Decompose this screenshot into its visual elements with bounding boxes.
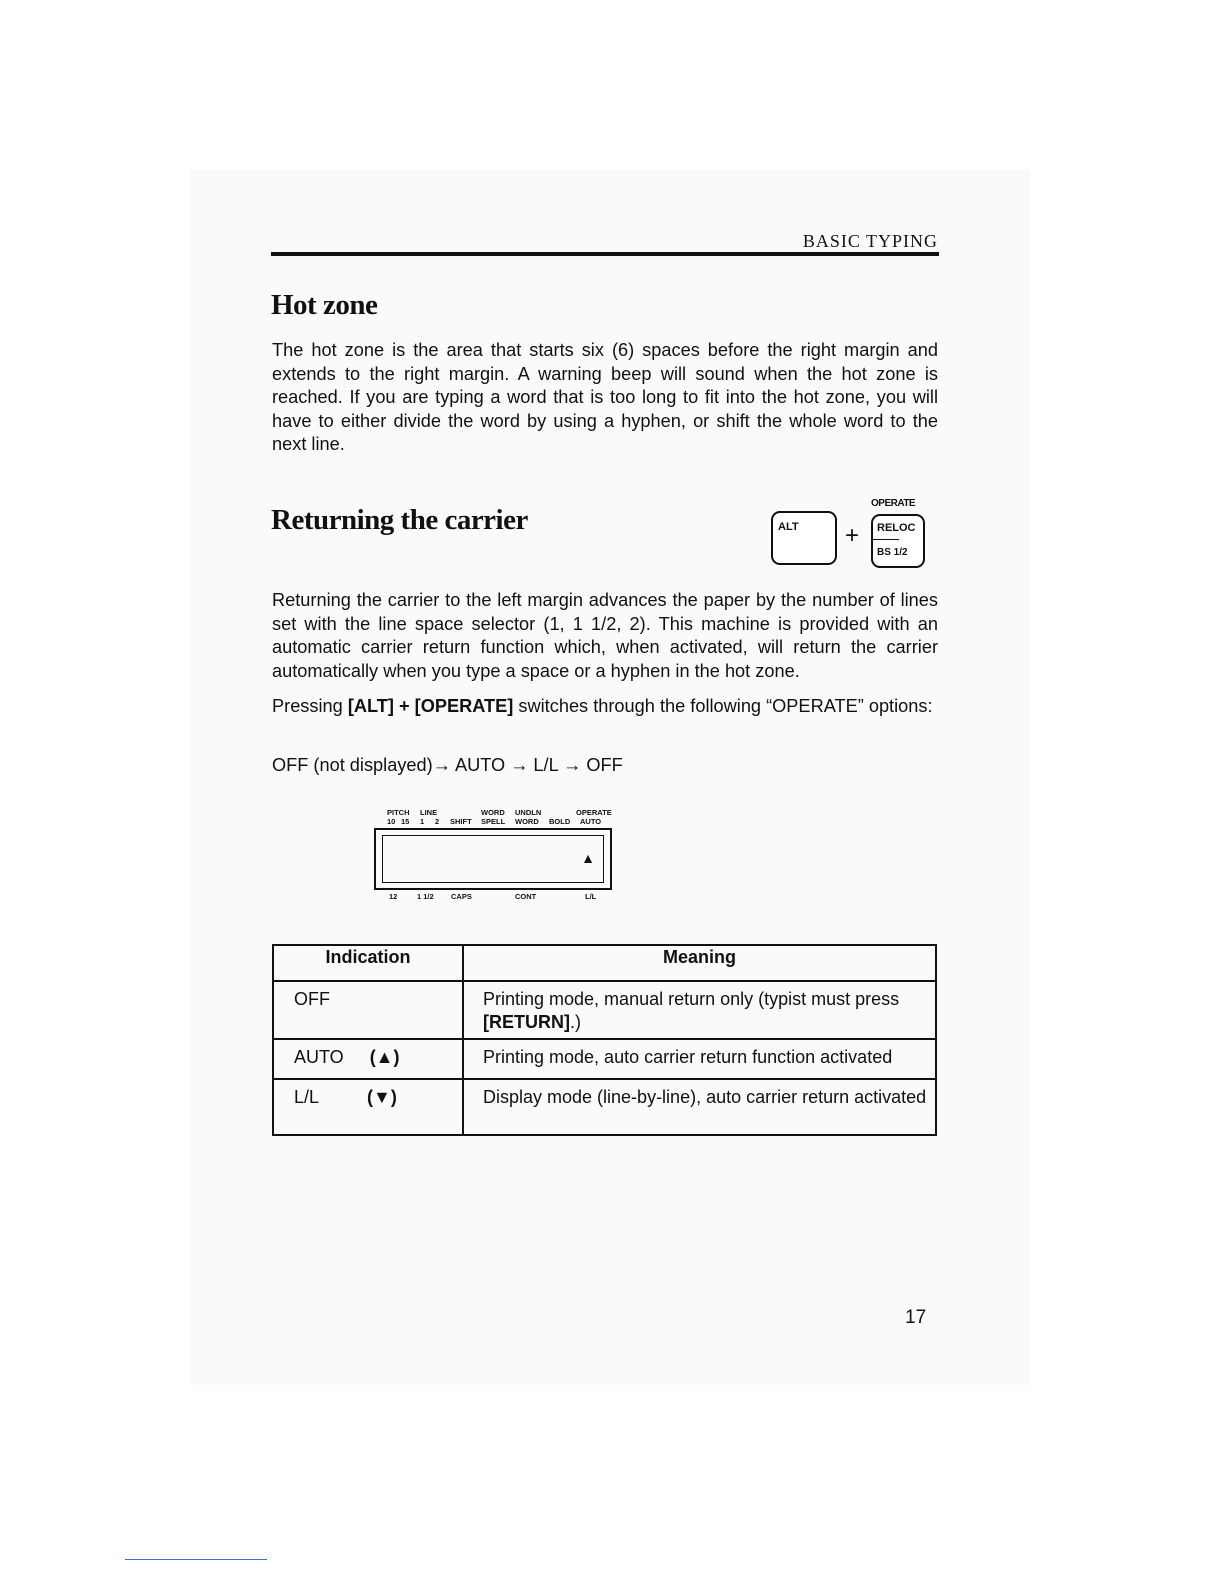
lcd-label-15: 15 xyxy=(401,817,410,826)
reloc-key-label: RELOC xyxy=(877,522,916,534)
lcd-label-10: 10 xyxy=(387,817,396,826)
triangle-up-icon: (▲) xyxy=(369,1047,400,1067)
meaning-header: Meaning xyxy=(463,945,936,981)
alt-key-icon xyxy=(771,511,837,565)
operate-key-caption: OPERATE xyxy=(871,498,916,509)
indication-header: Indication xyxy=(273,945,463,981)
lcd-label-shift: SHIFT xyxy=(450,817,472,826)
table-row xyxy=(273,1079,936,1135)
indication-text: AUTO xyxy=(294,1047,344,1067)
lcd-label-auto: AUTO xyxy=(580,817,602,826)
lcd-label-2: 2 xyxy=(435,817,440,826)
meaning-text: Display mode (line-by-line), auto carrier return activated xyxy=(483,1087,927,1107)
pressing-paragraph xyxy=(272,695,938,719)
lcd-label-bold: BOLD xyxy=(549,817,571,826)
page-number: 17 xyxy=(905,1307,927,1328)
return-key-label: [RETURN] xyxy=(483,1012,570,1032)
lcd-display xyxy=(374,828,612,890)
indication-cell xyxy=(273,981,463,1039)
lcd-label-spell: SPELL xyxy=(481,817,506,826)
hot-zone-paragraph: The hot zone is the area that starts six (6) spaces before the right margin and extends to the right margin. A warning beep will sound when the hot zone is reached. If you are typing a word that is too long to fit into the hot zone, you will have to either divide the word by using a hyphen, or shift the whole word to the next line. xyxy=(272,340,938,454)
meaning-cell xyxy=(463,981,936,1039)
bs-key-label: BS 1/2 xyxy=(877,547,908,558)
lcd-label-undln: UNDLN xyxy=(515,808,542,817)
plus-sign: + xyxy=(845,522,860,549)
lcd-label-1-1-2: 1 1/2 xyxy=(417,892,434,901)
footnote-rule xyxy=(125,1559,267,1560)
table-row xyxy=(273,1039,936,1079)
meaning-text: Printing mode, auto carrier return function activated xyxy=(483,1047,893,1067)
table-header-row xyxy=(273,945,936,981)
key-divider xyxy=(873,539,899,540)
alt-operate-keys: [ALT] + [OPERATE] xyxy=(347,696,514,716)
auto-indicator-icon: ▲ xyxy=(581,850,595,866)
indication-cell xyxy=(273,1079,463,1135)
running-head: BASIC TYPING xyxy=(802,231,938,251)
meaning-end: .) xyxy=(570,1012,581,1032)
meaning-cell xyxy=(463,1039,936,1079)
operate-sequence: OFF (not displayed)→ AUTO → L/L → OFF xyxy=(272,755,623,775)
lcd-screen xyxy=(382,835,604,883)
alt-key-label: ALT xyxy=(778,521,799,533)
indication-table xyxy=(272,944,937,1136)
lcd-label-word: WORD xyxy=(481,808,505,817)
lcd-label-caps: CAPS xyxy=(451,892,472,901)
operate-key-icon xyxy=(871,514,925,568)
lcd-label-12: 12 xyxy=(389,892,398,901)
lcd-label-operate: OPERATE xyxy=(576,808,612,817)
pressing-suffix: switches through the following “OPERATE” options: xyxy=(513,696,933,716)
header-rule xyxy=(271,252,939,256)
meaning-cell xyxy=(463,1079,936,1135)
lcd-label-ll: L/L xyxy=(585,892,597,901)
pressing-prefix: Pressing xyxy=(272,696,348,716)
triangle-down-icon: (▼) xyxy=(367,1087,397,1107)
lcd-label-cont: CONT xyxy=(515,892,537,901)
returning-paragraph: Returning the carrier to the left margin advances the paper by the number of lines set with the line space selector (1, 1 1/2, 2). This machine is provided with an automatic carrier return function which, when activated, will return the carrier automatically when you type a space or a hyphen in the hot zone. xyxy=(272,590,938,681)
hot-zone-heading: Hot zone xyxy=(271,289,378,321)
returning-carrier-heading: Returning the carrier xyxy=(271,504,528,536)
lcd-label-line: LINE xyxy=(420,808,438,817)
lcd-label-word2: WORD xyxy=(515,817,539,826)
indication-cell xyxy=(273,1039,463,1079)
lcd-label-1: 1 xyxy=(420,817,425,826)
table-row xyxy=(273,981,936,1039)
meaning-text: Printing mode, manual return only (typist must press xyxy=(483,989,900,1009)
indication-text: OFF xyxy=(294,989,330,1009)
lcd-label-pitch: PITCH xyxy=(387,808,410,817)
indication-text: L/L xyxy=(294,1087,320,1107)
